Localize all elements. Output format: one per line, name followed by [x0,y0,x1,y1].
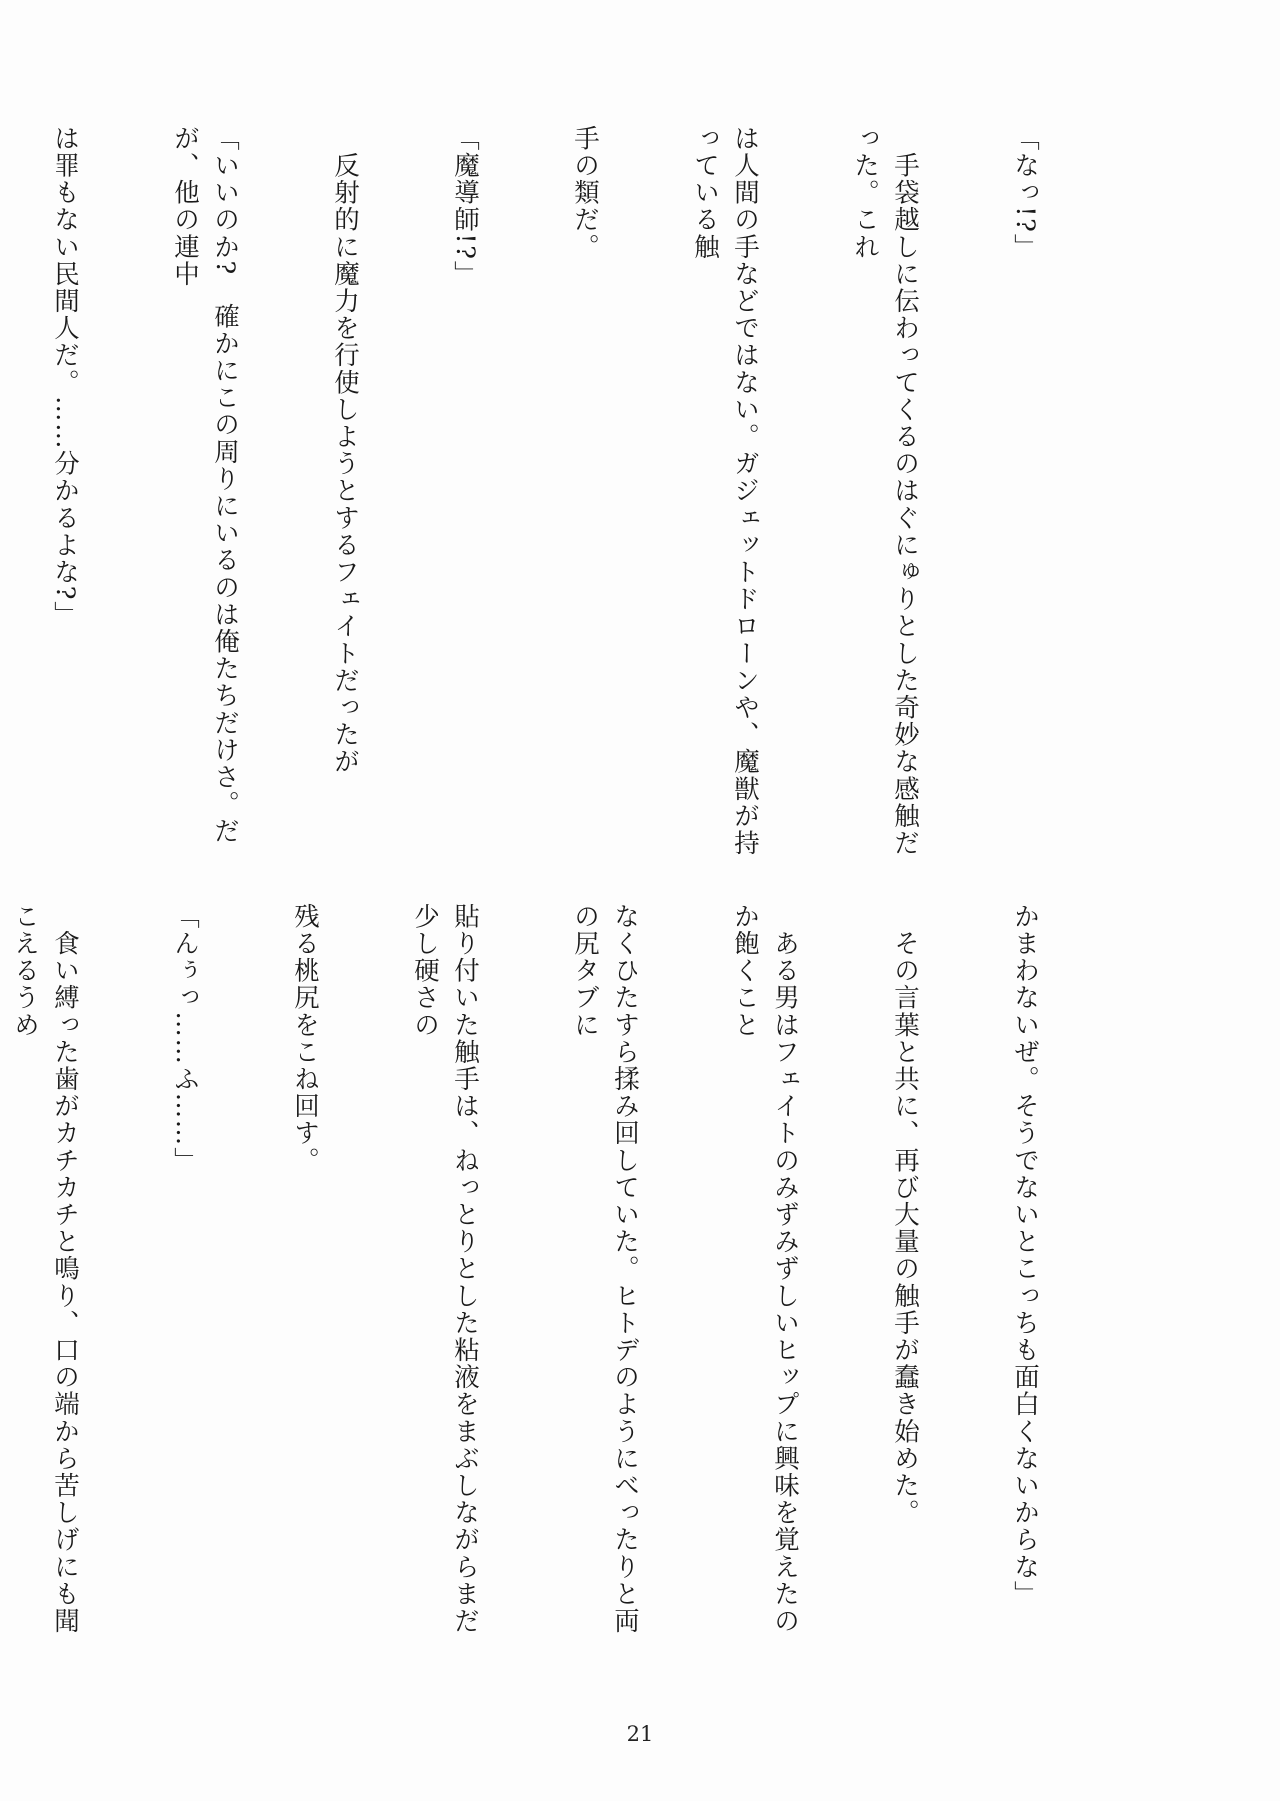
text-line: は罪もない民間人だ。……分かるよな?」 [50,125,80,629]
text-line: 手の類だ。 [570,125,600,261]
text-line: 手袋越しに伝わってくるのはぐにゅりとした奇妙な感触だった。これ [850,125,920,857]
text-line: 「いいのか? 確かにこの周りにいるのは俺たちだけさ。だが、他の連中 [170,125,240,845]
text-line: その言葉と共に、再び大量の触手が蠢き始めた。 [890,903,920,1527]
text-line: 「魔導師!?」 [450,125,480,288]
text-line: 反射的に魔力を行使しようとするフェイトだったが [330,125,360,776]
text-block-lower [10,903,1125,1651]
text-line: なくひたすら揉み回していた。ヒトデのようにべったりと両の尻タブに [570,903,640,1635]
text-block-upper [50,125,1125,873]
page-number: 21 [626,1722,654,1746]
text-line: 貼り付いた触手は、ねっとりとした粘液をまぶしながらまだ少し硬さの [410,903,480,1635]
text-line: 残る桃尻をこね回す。 [290,903,320,1174]
text-line: は人間の手などではない。ガジェットドローンや、魔獣が持っている触 [690,125,760,857]
text-line: 食い縛った歯がカチカチと鳴り、口の端から苦しげにも聞こえるうめ [10,903,80,1635]
text-line: ある男はフェイトのみずみずしいヒップに興味を覚えたのか飽くこと [730,903,800,1635]
text-line: 「んぅっ……ふ……」 [170,903,200,1174]
text-line: かまわないぜ。そうでないとこっちも面白くないからな」 [1010,903,1040,1608]
text-line: 「なっ!?」 [1010,125,1040,261]
